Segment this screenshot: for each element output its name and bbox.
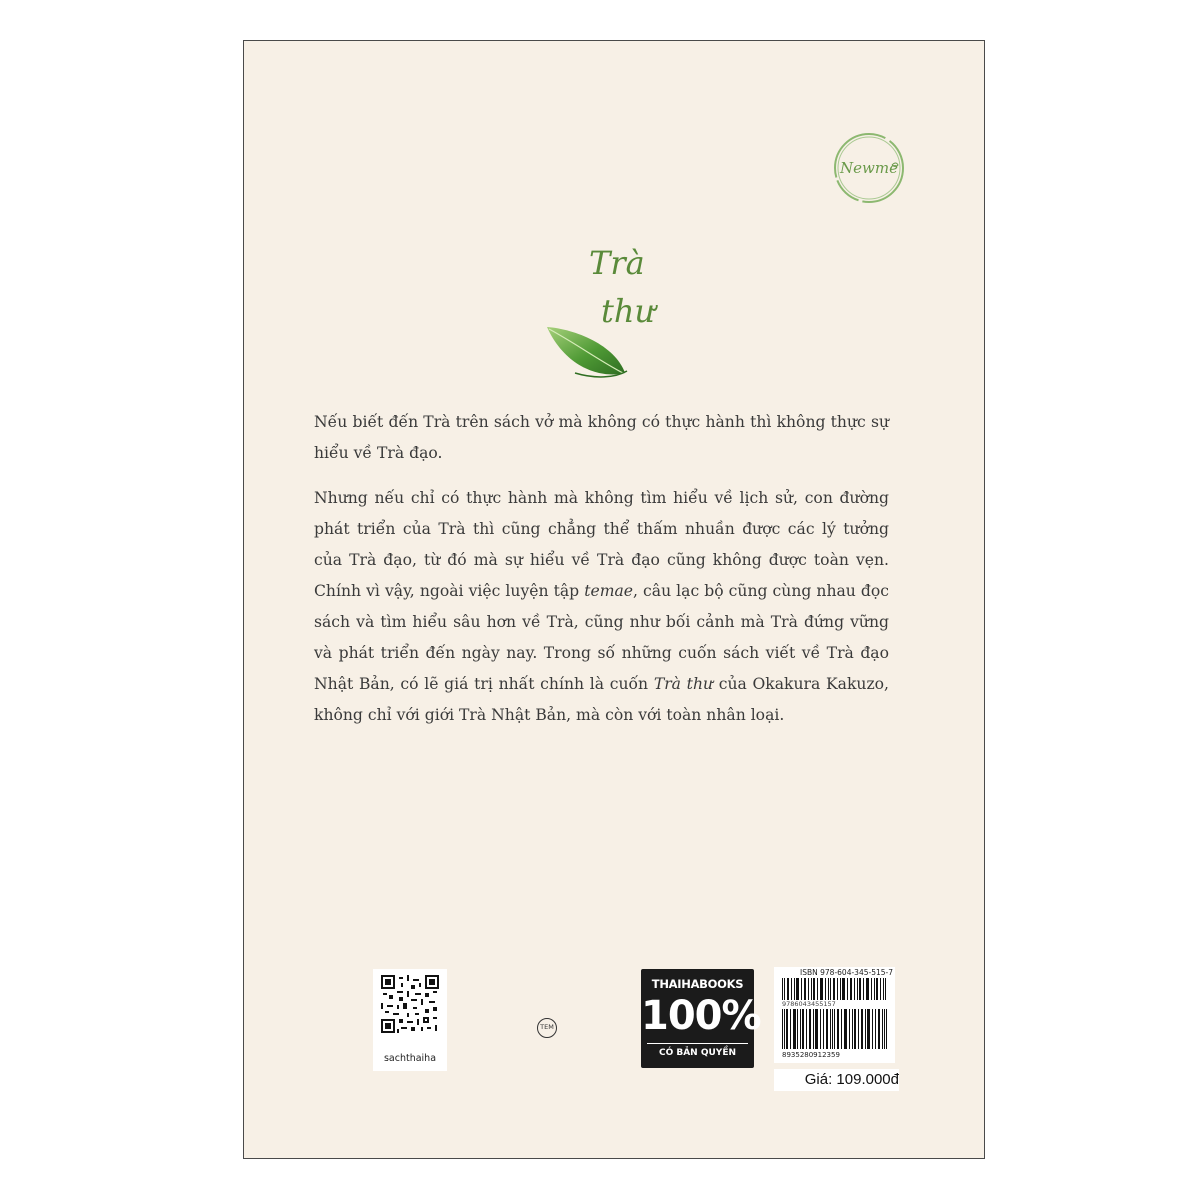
- badge-brand: THAIHABOOKS: [651, 977, 744, 991]
- qr-label: sachthaiha: [383, 1053, 437, 1064]
- badge-subtitle: CÓ BẢN QUYỀN: [647, 1043, 748, 1058]
- tea-leaf-illustration: [545, 323, 629, 381]
- title-line-1: Trà: [589, 244, 645, 282]
- qr-code[interactable]: [373, 969, 447, 1071]
- book-name-tra-thu: Trà thư: [653, 675, 714, 693]
- paragraph-2: [314, 483, 889, 731]
- isbn-text: ISBN 978-604-345-515-7: [800, 968, 893, 977]
- title-line-2: thư: [601, 292, 656, 330]
- price-label: Giá: 109.000đ: [774, 1069, 899, 1091]
- copyright-badge: [641, 969, 761, 1068]
- paragraph-2-part-1: Nhưng nếu chỉ có thực hành mà không tìm hiểu về lịch sử, con đường phát triển của Trà thì cũng chẳng thể thấm nhuần được các lý tưởng của Trà đạo, từ đó mà sự hiểu về Trà đạo cũng không được toàn vẹn. Chính vì vậy, ngoài việc luyện tập: [314, 489, 889, 600]
- isbn-barcode: [782, 978, 887, 1000]
- svg-text:Newme: Newme: [840, 159, 898, 177]
- paragraph-2-part-2: , câu lạc bộ cũng cùng nhau đọc sách và tìm hiểu sâu hơn về Trà, cũng như bối cảnh mà Trà đứng vững và phát triển đến ngày nay. Trong số những cuốn sách viết về Trà đạo Nhật Bản, có lẽ giá trị nhất chính là cuốn: [314, 582, 889, 693]
- tem-stamp: TEM: [537, 1018, 557, 1038]
- product-number: 8935280912359: [782, 1051, 840, 1059]
- badge-percent: 100%: [641, 993, 761, 1039]
- paragraph-2-part-3: của Okakura Kakuzo, không chỉ với giới Trà Nhật Bản, mà còn với toàn nhân loại.: [314, 675, 890, 724]
- product-barcode: [782, 1009, 887, 1049]
- newme-logo: [830, 129, 908, 207]
- book-back-cover: [243, 40, 985, 1159]
- isbn-number: 9786043455157: [782, 1000, 836, 1008]
- description-text: [314, 407, 889, 745]
- paragraph-1: Nếu biết đến Trà trên sách vở mà không có thực hành thì không thực sự hiểu về Trà đạo.: [314, 413, 889, 462]
- term-temae: temae: [584, 582, 634, 600]
- barcode-panel: [774, 967, 895, 1063]
